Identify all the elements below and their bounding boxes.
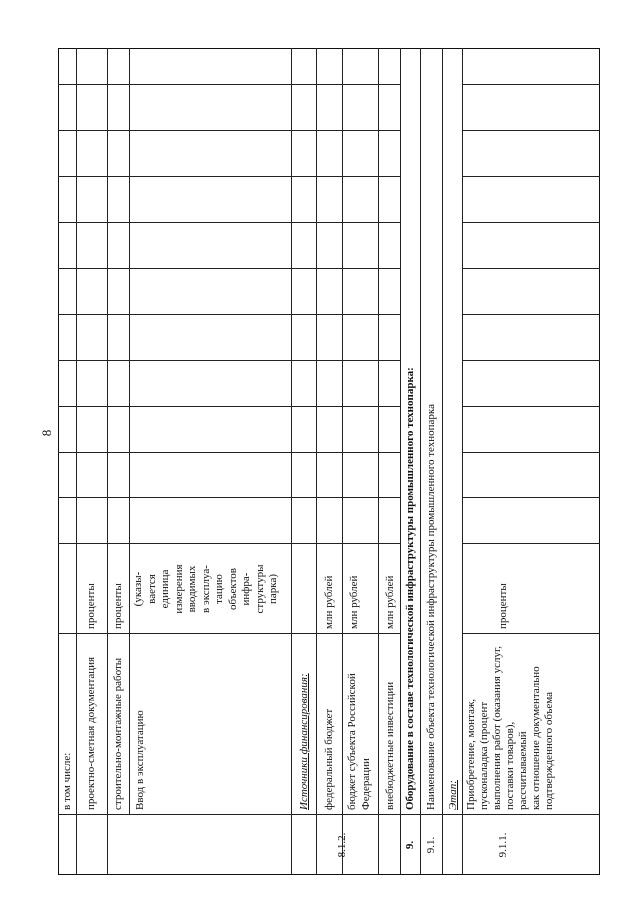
value-col-line <box>58 406 400 407</box>
cell-federal-unit: млн рублей <box>323 575 335 629</box>
cell-91-num: 9.1. <box>425 836 437 854</box>
value-col-line <box>58 84 400 85</box>
cell-vvod-name: Ввод в эксплуатацию <box>134 710 146 810</box>
cell-subject-unit: млн рублей <box>348 575 360 629</box>
cell-vvod-unit: (указы- вается единица измерения вводимых в эксплуа- тацию объектов инфра- структуры парка) <box>132 564 279 614</box>
cell-9-title: Оборудование в составе технологической инфраструктуры промышленного технопарка: <box>404 367 416 810</box>
value-col-line <box>462 314 600 315</box>
value-col-line <box>462 176 600 177</box>
value-col-line <box>462 452 600 453</box>
cell-stroitelno-unit: проценты <box>112 583 124 629</box>
rotated-table <box>58 48 600 875</box>
value-col-line <box>58 360 400 361</box>
cell-812-num: 8.1.2. <box>336 832 348 858</box>
value-col-line <box>58 452 400 453</box>
cell-v-tom-chisle: в том числе: <box>61 752 73 810</box>
cell-vnebudget-unit: млн рублей <box>384 575 396 629</box>
value-col-line <box>462 497 600 498</box>
cell-911-num: 9.1.1. <box>497 832 509 858</box>
cell-proektno-unit: проценты <box>85 583 97 629</box>
value-col-line <box>58 268 400 269</box>
value-col-line <box>462 360 600 361</box>
cell-istochniki: Источники финансирования: <box>298 673 310 810</box>
cell-911-name: Приобретение, монтаж, пусконаладка (процент выполнения работ (оказания услуг, поставки товаров), рассчитываемый как отношение документально подтвержденного объема <box>465 646 555 810</box>
cell-stroitelno-name: строительно-монтажные работы <box>112 657 124 810</box>
value-col-line <box>462 268 600 269</box>
value-col-line <box>462 222 600 223</box>
cell-etap: Этап: <box>447 780 459 810</box>
cell-proektno-name: проектно-сметная документация <box>85 656 97 810</box>
cell-9-num: 9. <box>404 840 416 850</box>
cell-vnebudget-name: внебюджетные инвестиции <box>384 681 396 810</box>
value-col-line <box>58 130 400 131</box>
value-col-line <box>58 176 400 177</box>
cell-91-title: Наименование объекта технологической инфраструктуры промышленного технопарка <box>425 404 437 810</box>
cell-911-unit: проценты <box>497 583 509 629</box>
value-col-line <box>58 497 400 498</box>
value-col-line <box>58 314 400 315</box>
cell-subject-name: бюджет субъекта Российской Федерации <box>346 673 372 810</box>
cell-federal-name: федеральный бюджет <box>323 708 335 810</box>
value-col-line <box>462 406 600 407</box>
value-col-line <box>462 84 600 85</box>
value-col-line <box>58 222 400 223</box>
page-number: 8 <box>39 429 54 437</box>
value-col-line <box>462 130 600 131</box>
